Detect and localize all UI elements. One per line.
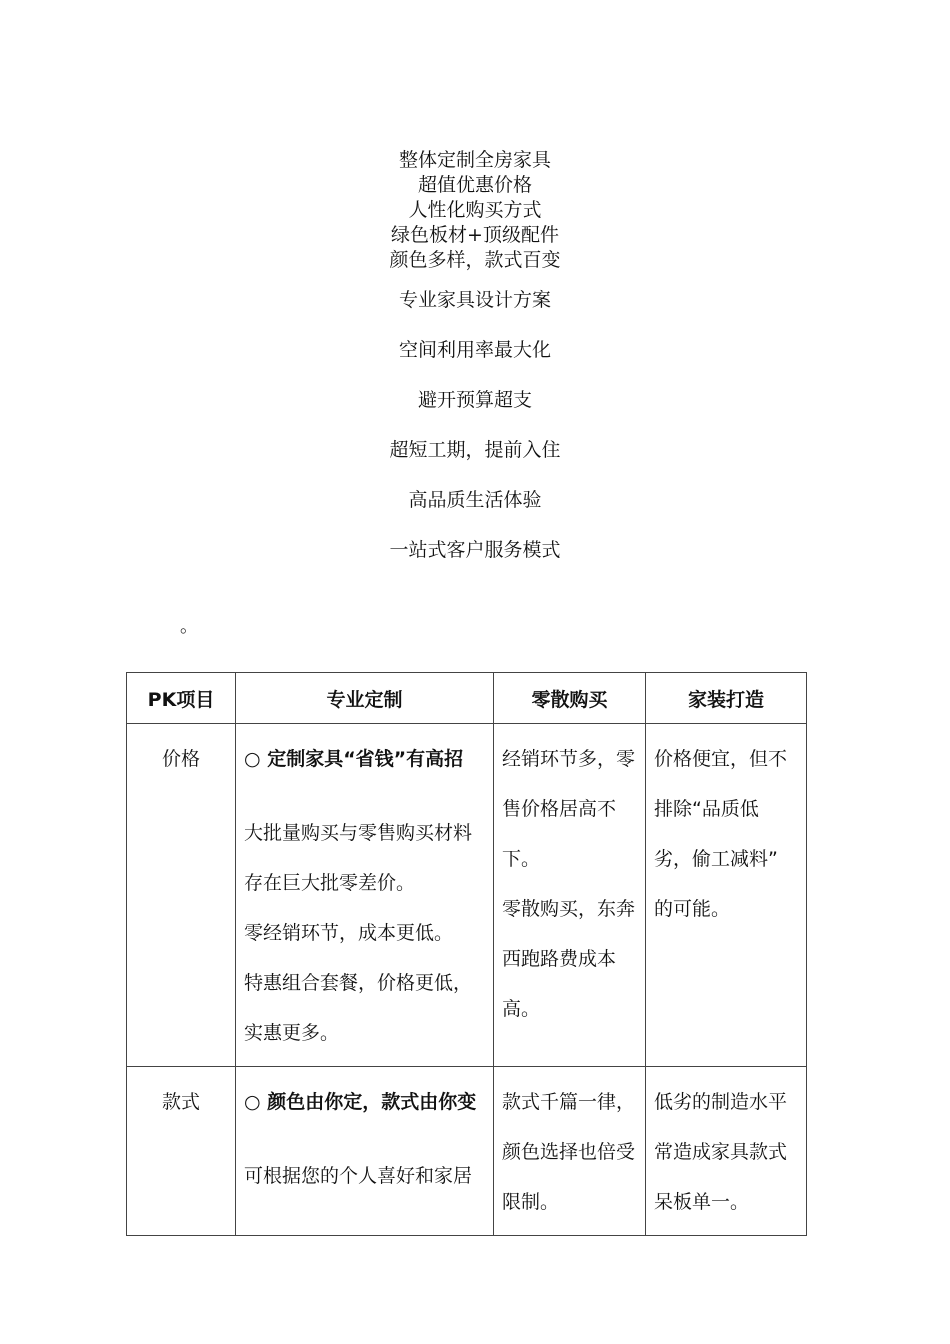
intro-line: 人性化购买方式 <box>408 199 542 221</box>
decor-line: 劣，偷工减料” <box>654 848 778 870</box>
decor-line: 呆板单一。 <box>654 1191 750 1213</box>
benefit-item: 专业家具设计方案 <box>398 289 551 311</box>
custom-line: 零经销环节，成本更低。 <box>244 922 454 944</box>
retail-line: 售价格居高不 <box>502 798 617 820</box>
decor-line: 价格便宜，但不 <box>654 748 788 770</box>
row-item-label: 价格 <box>127 724 236 1067</box>
retail-line: 高。 <box>502 998 541 1020</box>
decor-line: 常造成家具款式 <box>654 1141 788 1163</box>
decor-cell <box>646 724 807 1067</box>
decor-line: 低劣的制造水平 <box>654 1091 788 1113</box>
custom-headline: ○ 颜色由你定，款式由你变 <box>244 1091 477 1113</box>
intro-line: 绿色板材+顶级配件 <box>391 224 559 246</box>
intro-line: 颜色多样，款式百变 <box>389 249 561 271</box>
intro-lines <box>0 148 950 273</box>
header-decor: 家装打造 <box>646 673 807 724</box>
row-item-label: 款式 <box>127 1067 236 1236</box>
custom-line: 大批量购买与零售购买材料 <box>244 822 473 844</box>
benefit-item: 超短工期，提前入住 <box>389 439 561 461</box>
decor-line: 排除“品质低 <box>654 798 759 820</box>
table-row <box>127 1067 807 1236</box>
retail-line: 经销环节多，零 <box>502 748 636 770</box>
pk-comparison-table <box>126 672 807 1236</box>
benefit-item: 高品质生活体验 <box>408 489 542 511</box>
custom-line: 存在巨大批零差价。 <box>244 872 416 894</box>
table-header-row <box>127 673 807 724</box>
retail-line: 零散购买，东奔 <box>502 898 636 920</box>
retail-cell <box>494 1067 646 1236</box>
header-pk-item: PK项目 <box>127 673 236 724</box>
header-custom: 专业定制 <box>236 673 494 724</box>
custom-cell <box>236 1067 494 1236</box>
benefit-item: 避开预算超支 <box>417 389 532 411</box>
custom-headline: ○ 定制家具“省钱”有高招 <box>244 748 464 770</box>
period-mark: 。 <box>180 616 198 637</box>
decor-line: 的可能。 <box>654 898 731 920</box>
custom-cell <box>236 724 494 1067</box>
retail-line: 颜色选择也倍受 <box>502 1141 636 1163</box>
custom-line: 实惠更多。 <box>244 1022 340 1044</box>
retail-line: 款式千篇一律， <box>502 1091 636 1113</box>
benefit-item: 一站式客户服务模式 <box>389 539 561 561</box>
intro-line: 超值优惠价格 <box>417 174 532 196</box>
table-row <box>127 724 807 1067</box>
retail-line: 西跑路费成本 <box>502 948 617 970</box>
benefit-item: 空间利用率最大化 <box>398 339 551 361</box>
decor-cell <box>646 1067 807 1236</box>
header-retail: 零散购买 <box>494 673 646 724</box>
retail-cell <box>494 724 646 1067</box>
custom-line: 可根据您的个人喜好和家居 <box>244 1165 473 1187</box>
intro-line: 整体定制全房家具 <box>398 149 551 171</box>
benefit-list <box>0 286 950 586</box>
retail-line: 限制。 <box>502 1191 560 1213</box>
retail-line: 下。 <box>502 848 541 870</box>
custom-line: 特惠组合套餐，价格更低， <box>244 972 473 994</box>
